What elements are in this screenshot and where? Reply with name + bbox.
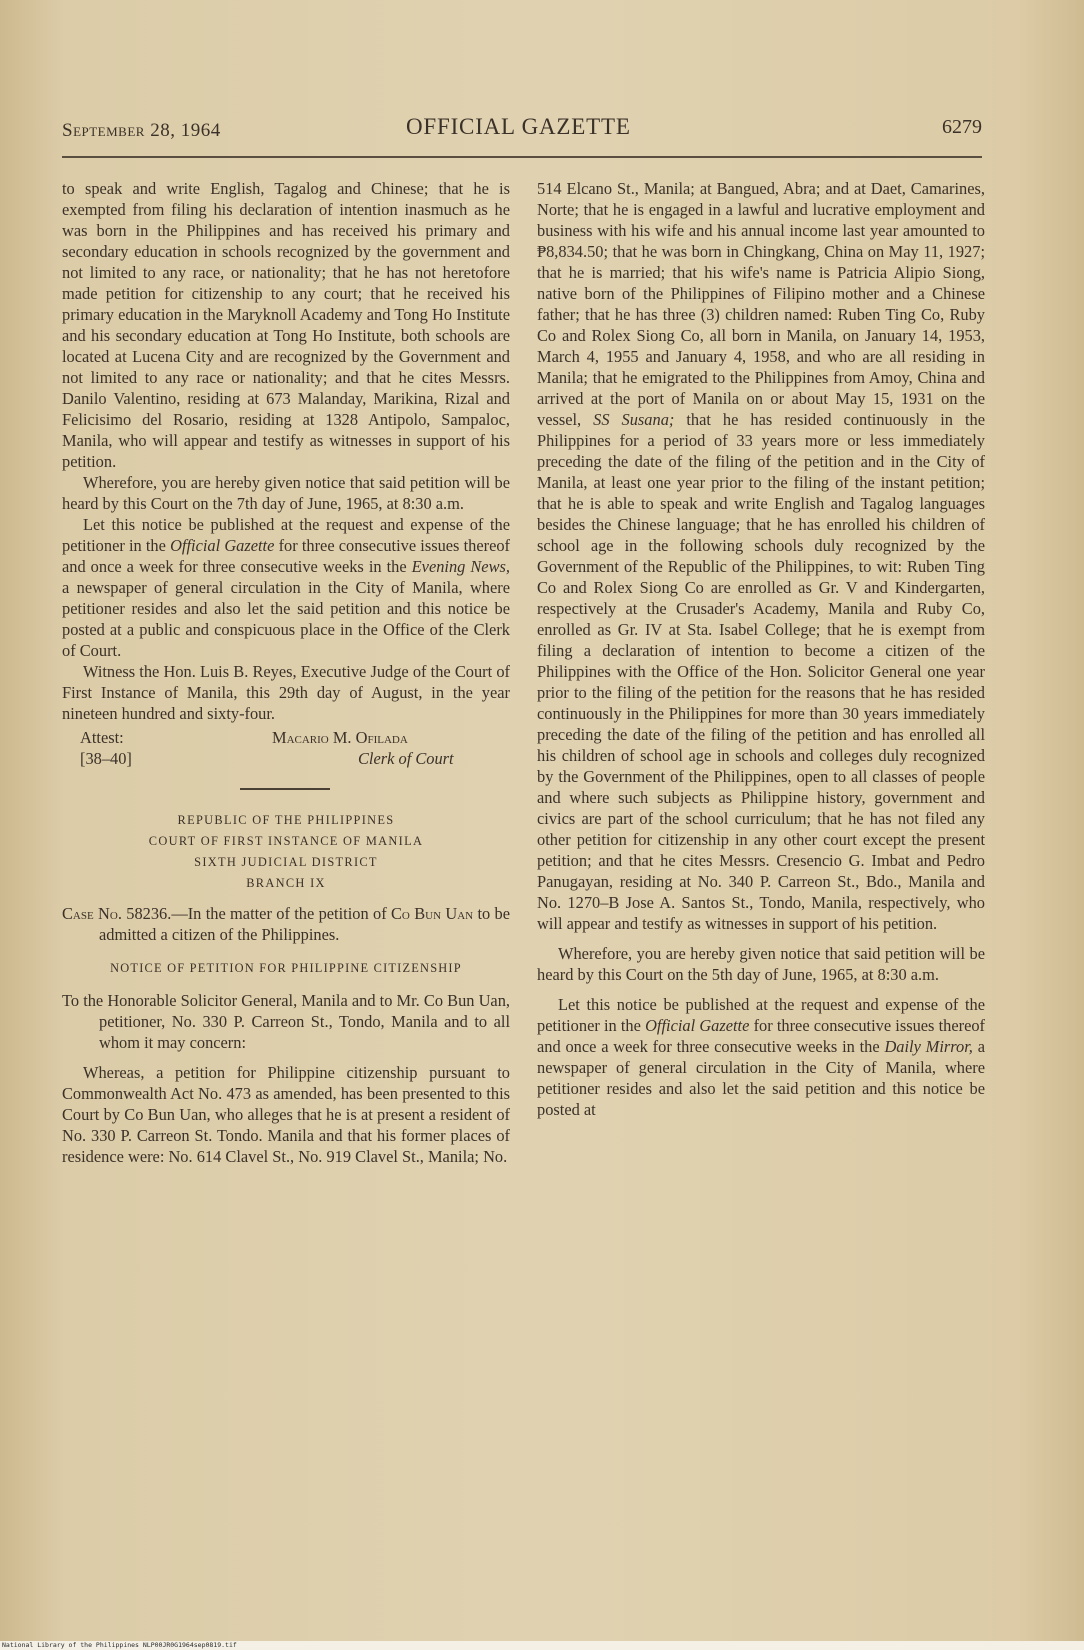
caption-line: COURT OF FIRST INSTANCE OF MANILA: [148, 834, 424, 848]
right-p3-text-b: for three consecutive issues thereof and once a week for three consecutive weeks in the: [537, 1016, 986, 1056]
right-p1-text-a: 514 Elcano St., Manila; at Bangued, Abra; and at Daet, Camarines, Norte; that he is engaged in a lawful and lucrative employment and business with his wife and his annual income last year amounted to ₱8,834.50; that he was born in Chingkang, China on May 11, 1927; that he is married; that his wife's name is Patricia Alipio Siong, native born of the Philippines of Filipino mother and a Chinese father; that he has three (3) children named: Ruben Ting Co, Ruby Co and Rolex Siong Co, all born in Manila, on January 14, 1953, March 4, 1955 and January 4, 1958, and who are all residing in Manila; that he emigrated to the Philippines from Amoy, China and arrived at the port of Manila on or about May 15, 1931 on the vessel,: [537, 179, 985, 429]
attest-right: [272, 727, 512, 769]
section-divider: [240, 788, 330, 790]
attest-left: [80, 727, 132, 769]
left-paragraph-4: Witness the Hon. Luis B. Reyes, Executive Judge of the Court of First Instance of Manila, this 29th day of August, in the year nineteen hundred and sixty-four.: [62, 662, 510, 723]
header-page-number: 6279: [942, 116, 982, 138]
left-p3-gazette: Official Gazette: [170, 536, 275, 555]
header-title: OFFICIAL GAZETTE: [406, 114, 631, 139]
clerk-title: Clerk of Court: [358, 749, 454, 768]
right-paragraph-1: [537, 178, 985, 934]
vessel-name: SS Susana;: [593, 410, 675, 429]
attest-label: Attest:: [80, 728, 124, 747]
notice-title: NOTICE OF PETITION FOR PHILIPPINE CITIZENSHIP: [110, 961, 462, 975]
case-text-a: —In the matter of the petition of: [171, 904, 387, 923]
left-paragraph-3: [62, 514, 510, 661]
right-p3-text-c: a newspaper of general circulation in the City of Manila, where petitioner resides and also let the said petition and this notice be posted at: [537, 1037, 985, 1119]
attestation-block: [62, 727, 510, 771]
header-rule: [62, 156, 982, 158]
court-caption: [62, 810, 510, 894]
case-heading: [62, 903, 510, 945]
left-column: [62, 178, 510, 1167]
right-p3-text-a: Let this notice be published at the request and expense of the petitioner in the: [537, 995, 985, 1035]
caption-line: SIXTH JUDICIAL DISTRICT: [194, 855, 378, 869]
header-date: September 28, 1964: [62, 120, 221, 141]
petitioner-name: Co Bun Uan: [391, 904, 474, 923]
scan-footer: National Library of the Philippines NLP00JR0G1964sep0819.tif: [0, 1641, 1084, 1650]
clerk-name: Macario M. Ofilada: [272, 728, 408, 747]
right-column: [537, 178, 985, 1120]
left-paragraph-2: Wherefore, you are hereby given notice that said petition will be heard by this Court on the 7th day of June, 1965, at 8:30 a.m.: [62, 473, 510, 513]
left-p3-newspaper: Evening News,: [411, 557, 510, 576]
page-header: [62, 114, 982, 148]
case-number: Case No. 58236.: [62, 904, 172, 923]
right-p1-text-b: that he has resided continuously in the Philippines for a period of 33 years more or less immediately preceding the date of the filing of the petition and in the City of Manila, at least one year prior to the filing of the instant petition; that he is able to speak and write English and Tagalog languages besides the Chinese language; that he has enrolled his children of school age in the following schools duly recognized by the Government of the Republic of the Philippines, to wit: Ruben Ting Co and Rolex Siong Co are enrolled as Gr. V and Kindergarten, respectively at the Crusader's Academy, Manila and Ruby Co, enrolled as Gr. IV at Sta. Isabel College; that he is exempt from filing a declaration of intention to become a citizen of the Philippines with the Office of the Hon. Solicitor General one year prior to the filing of the petition for the reasons that he has resided continuously in the Philippines for more than 30 years immediately preceding the date of the filing of the petition and has enrolled all his children of school age in schools and colleges duly recognized by the Government of the Philippines, open to all classes of people and where such subjects as Philippine history, government and civics are part of the school curriculum; that he has not filed any other petition for citizenship in any other court except the present petition; and that he cites Messrs. Cresencio G. Imbat and Pedro Panugayan, residing at No. 340 P. Carreon St., Bdo., Manila and No. 1270–B Jose A. Santos St., Tondo, Manila, respectively, who will appear and testify as witnesses in support of his petition.: [537, 410, 985, 933]
right-paragraph-3: [537, 994, 985, 1120]
address-paragraph: To the Honorable Solicitor General, Manila and to Mr. Co Bun Uan, petitioner, No. 330 P. Carreon St., Tondo, Manila and to all whom it may concern:: [62, 991, 510, 1052]
caption-line: REPUBLIC OF THE PHILIPPINES: [177, 813, 395, 827]
attest-reference: [38–40]: [80, 749, 132, 768]
left-p3-text-b: for three consecutive issues thereof and once a week for three consecutive weeks in the: [62, 536, 511, 576]
right-paragraph-2: Wherefore, you are hereby given notice that said petition will be heard by this Court on the 5th day of June, 1965, at 8:30 a.m.: [537, 944, 985, 984]
right-p3-gazette: Official Gazette: [645, 1016, 750, 1035]
left-p3-text-c: a newspaper of general circulation in the City of Manila, where petitioner resides and also let the said petition and this notice be posted at a public and conspicuous place in the Office of the Clerk of Court.: [62, 578, 510, 660]
left-paragraph-5: Whereas, a petition for Philippine citizenship pursuant to Commonwealth Act No. 473 as amended, has been presented to this Court by Co Bun Uan, who alleges that he is at present a resident of No. 330 P. Carreon St. Tondo. Manila and that his former places of residence were: No. 614 Clavel St., No. 919 Clavel St., Manila; No.: [62, 1063, 510, 1166]
left-p3-text-a: Let this notice be published at the request and expense of the petitioner in the: [62, 515, 510, 555]
left-paragraph-1: to speak and write English, Tagalog and Chinese; that he is exempted from filing his declaration of intention inasmuch as he was born in the Philippines and has received his primary and secondary education in schools recognized by the government and not limited to any race, or nationality; that he has not heretofore made petition for citizenship to any court; that he received his primary education in the Maryknoll Academy and Tong Ho Institute and his secondary education at Tong Ho Institute, both schools are located at Lucena City and are recognized by the Government and not limited to any race or nationality; and that he cites Messrs. Danilo Valentino, residing at 673 Malanday, Marikina, Rizal and Felicisimo del Rosario, residing at 1328 Antipolo, Sampaloc, Manila, who will appear and testify as witnesses in support of his petition.: [62, 179, 510, 471]
right-p3-newspaper: Daily Mirror,: [884, 1037, 973, 1056]
caption-line: BRANCH IX: [246, 876, 326, 890]
case-text-b: to be admitted a citizen of the Philippines.: [99, 904, 510, 944]
